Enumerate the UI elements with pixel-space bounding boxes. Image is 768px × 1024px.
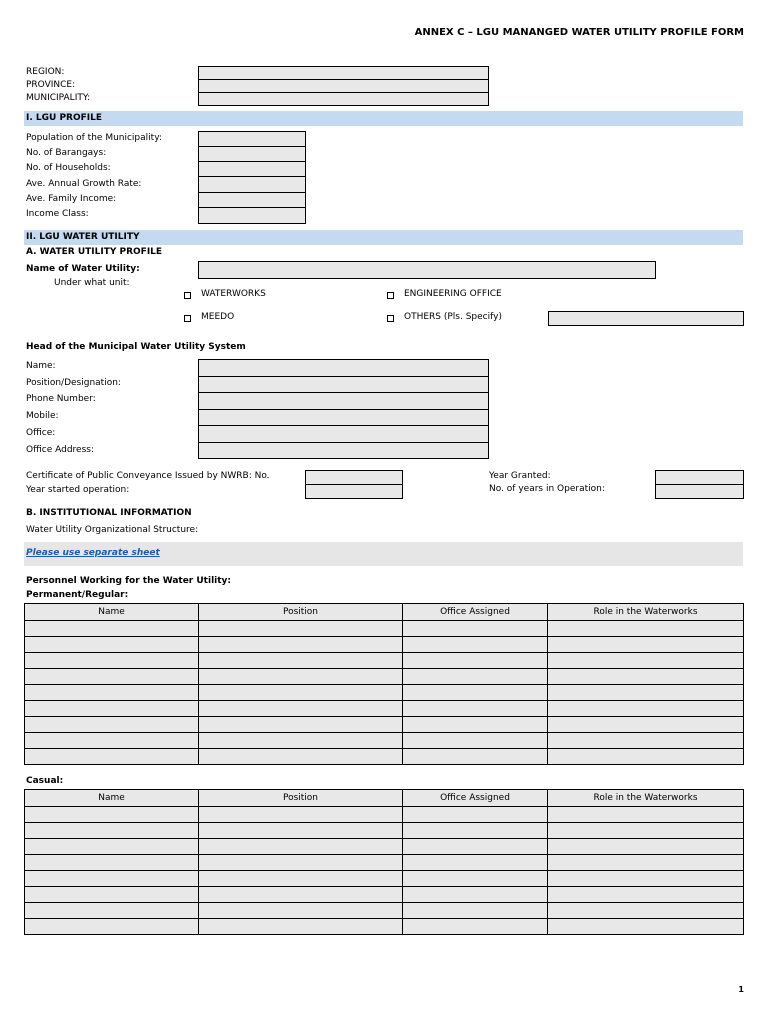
permanent-label: Permanent/Regular: (26, 590, 129, 600)
population-label: Population of the Municipality: (26, 133, 162, 143)
head-position-field[interactable] (198, 376, 489, 393)
table-cell[interactable] (548, 653, 744, 669)
table-cell[interactable] (25, 733, 199, 749)
table-cell[interactable] (548, 749, 744, 765)
table-row (25, 685, 744, 701)
table-cell[interactable] (548, 701, 744, 717)
table-cell[interactable] (25, 637, 199, 653)
table-cell[interactable] (403, 621, 548, 637)
table-cell[interactable] (25, 621, 199, 637)
population-field[interactable] (198, 131, 306, 147)
engineering-office-label: ENGINEERING OFFICE (404, 289, 502, 299)
table-row (25, 637, 744, 653)
table-cell[interactable] (199, 669, 403, 685)
separate-sheet-link[interactable]: Please use separate sheet (26, 548, 160, 558)
table-cell[interactable] (548, 621, 744, 637)
table-cell[interactable] (548, 807, 744, 823)
table-row (25, 903, 744, 919)
table-cell[interactable] (403, 653, 548, 669)
table-cell[interactable] (199, 807, 403, 823)
head-name-field[interactable] (198, 359, 489, 377)
casual-personnel-table (24, 789, 744, 935)
head-office-address-field[interactable] (198, 442, 489, 459)
table-row (25, 871, 744, 887)
table-cell[interactable] (403, 807, 548, 823)
org-structure-label: Water Utility Organizational Structure: (26, 525, 199, 535)
head-office-label: Office: (26, 428, 56, 438)
table-cell[interactable] (25, 701, 199, 717)
table-cell[interactable] (403, 855, 548, 871)
table-cell[interactable] (199, 621, 403, 637)
table-cell[interactable] (548, 733, 744, 749)
table-row (25, 839, 744, 855)
table-row (25, 733, 744, 749)
lgu-profile-header: I. LGU PROFILE (24, 111, 743, 126)
table-cell[interactable] (199, 749, 403, 765)
table-cell[interactable] (403, 839, 548, 855)
table-cell[interactable] (199, 839, 403, 855)
head-phone-label: Phone Number: (26, 394, 96, 404)
table-cell[interactable] (403, 887, 548, 903)
water-utility-name-label: Name of Water Utility: (26, 264, 140, 274)
others-label: OTHERS (Pls. Specify) (404, 312, 502, 322)
province-field[interactable] (198, 79, 489, 93)
table-cell[interactable] (403, 823, 548, 839)
region-field[interactable] (198, 66, 489, 80)
table-cell[interactable] (25, 669, 199, 685)
table-cell[interactable] (25, 717, 199, 733)
table-row (25, 717, 744, 733)
table-cell[interactable] (25, 823, 199, 839)
permanent-personnel-table (24, 603, 744, 765)
table-cell[interactable] (403, 749, 548, 765)
barangays-field[interactable] (198, 146, 306, 162)
table-cell[interactable] (403, 733, 548, 749)
region-label: REGION: (26, 67, 65, 77)
municipality-field[interactable] (198, 92, 489, 106)
table-cell[interactable] (25, 903, 199, 919)
income-class-label: Income Class: (26, 209, 89, 219)
province-label: PROVINCE: (26, 80, 76, 90)
years-operation-field[interactable] (655, 484, 744, 499)
table-cell[interactable] (199, 653, 403, 669)
column-header-office: Office Assigned (403, 604, 548, 621)
family-income-field[interactable] (198, 192, 306, 208)
column-header-name: Name (25, 604, 199, 621)
table-cell[interactable] (548, 887, 744, 903)
head-office-address-label: Office Address: (26, 445, 95, 455)
table-cell[interactable] (403, 717, 548, 733)
head-name-label: Name: (26, 361, 56, 371)
head-office-field[interactable] (198, 425, 489, 443)
table-cell[interactable] (25, 839, 199, 855)
table-header-row (25, 604, 744, 621)
others-specify-field[interactable] (548, 311, 744, 326)
table-cell[interactable] (403, 871, 548, 887)
column-header-role: Role in the Waterworks (548, 604, 744, 621)
year-started-field[interactable] (305, 484, 403, 499)
table-cell[interactable] (548, 669, 744, 685)
table-cell[interactable] (199, 903, 403, 919)
table-row (25, 807, 744, 823)
table-cell[interactable] (199, 855, 403, 871)
table-cell[interactable] (25, 919, 199, 935)
table-cell[interactable] (25, 749, 199, 765)
table-cell[interactable] (25, 653, 199, 669)
water-utility-name-field[interactable] (198, 261, 656, 279)
institutional-heading: B. INSTITUTIONAL INFORMATION (26, 508, 192, 518)
family-income-label: Ave. Family Income: (26, 194, 117, 204)
table-row (25, 919, 744, 935)
column-header-position: Position (199, 790, 403, 807)
head-mobile-field[interactable] (198, 409, 489, 426)
cpc-number-field[interactable] (305, 470, 403, 485)
households-label: No. of Households: (26, 163, 111, 173)
water-utility-profile-heading: A. WATER UTILITY PROFILE (26, 247, 163, 257)
column-header-position: Position (199, 604, 403, 621)
table-row (25, 749, 744, 765)
column-header-name: Name (25, 790, 199, 807)
waterworks-checkbox[interactable] (184, 292, 191, 299)
separate-sheet-band (24, 542, 743, 566)
table-cell[interactable] (199, 871, 403, 887)
table-cell[interactable] (199, 685, 403, 701)
table-cell[interactable] (199, 733, 403, 749)
table-cell[interactable] (548, 903, 744, 919)
meedo-label: MEEDO (201, 312, 235, 322)
table-row (25, 669, 744, 685)
year-granted-label: Year Granted: (489, 471, 551, 481)
table-cell[interactable] (548, 823, 744, 839)
meedo-checkbox[interactable] (184, 315, 191, 322)
table-row (25, 621, 744, 637)
table-cell[interactable] (403, 669, 548, 685)
table-cell[interactable] (403, 701, 548, 717)
table-cell[interactable] (25, 855, 199, 871)
years-operation-label: No. of years in Operation: (489, 484, 605, 494)
table-cell[interactable] (25, 871, 199, 887)
page-number: 1 (738, 985, 744, 994)
table-cell[interactable] (199, 701, 403, 717)
form-title: ANNEX C – LGU MANANGED WATER UTILITY PROFILE FORM (414, 27, 744, 38)
table-cell[interactable] (548, 855, 744, 871)
head-mobile-label: Mobile: (26, 411, 59, 421)
table-cell[interactable] (199, 717, 403, 733)
income-class-field[interactable] (198, 207, 306, 224)
barangays-label: No. of Barangays: (26, 148, 107, 158)
table-row (25, 653, 744, 669)
table-cell[interactable] (199, 919, 403, 935)
waterworks-label: WATERWORKS (201, 289, 266, 299)
table-cell[interactable] (548, 919, 744, 935)
table-cell[interactable] (548, 637, 744, 653)
year-granted-field[interactable] (655, 470, 744, 485)
year-started-label: Year started operation: (26, 485, 130, 495)
table-header-row (25, 790, 744, 807)
table-cell[interactable] (548, 839, 744, 855)
column-header-role: Role in the Waterworks (548, 790, 744, 807)
table-cell[interactable] (25, 887, 199, 903)
table-cell[interactable] (25, 685, 199, 701)
table-cell[interactable] (548, 871, 744, 887)
table-cell[interactable] (199, 637, 403, 653)
table-cell[interactable] (548, 685, 744, 701)
column-header-office: Office Assigned (403, 790, 548, 807)
growth-rate-field[interactable] (198, 176, 306, 193)
table-cell[interactable] (403, 637, 548, 653)
table-row (25, 701, 744, 717)
table-cell[interactable] (199, 887, 403, 903)
municipality-label: MUNICIPALITY: (26, 93, 91, 103)
head-phone-field[interactable] (198, 392, 489, 410)
growth-rate-label: Ave. Annual Growth Rate: (26, 179, 142, 189)
households-field[interactable] (198, 161, 306, 177)
head-position-label: Position/Designation: (26, 378, 121, 388)
unit-label: Under what unit: (54, 278, 130, 288)
casual-label: Casual: (26, 776, 64, 786)
table-cell[interactable] (403, 903, 548, 919)
cpc-label: Certificate of Public Conveyance Issued by NWRB: No. (26, 471, 270, 481)
others-checkbox[interactable] (387, 315, 394, 322)
table-cell[interactable] (548, 717, 744, 733)
table-row (25, 855, 744, 871)
table-cell[interactable] (403, 919, 548, 935)
table-row (25, 887, 744, 903)
table-row (25, 823, 744, 839)
table-cell[interactable] (199, 823, 403, 839)
head-heading: Head of the Municipal Water Utility System (26, 342, 246, 352)
table-cell[interactable] (25, 807, 199, 823)
table-cell[interactable] (403, 685, 548, 701)
engineering-office-checkbox[interactable] (387, 292, 394, 299)
lgu-water-utility-header: II. LGU WATER UTILITY (24, 230, 743, 245)
personnel-heading: Personnel Working for the Water Utility: (26, 576, 232, 586)
